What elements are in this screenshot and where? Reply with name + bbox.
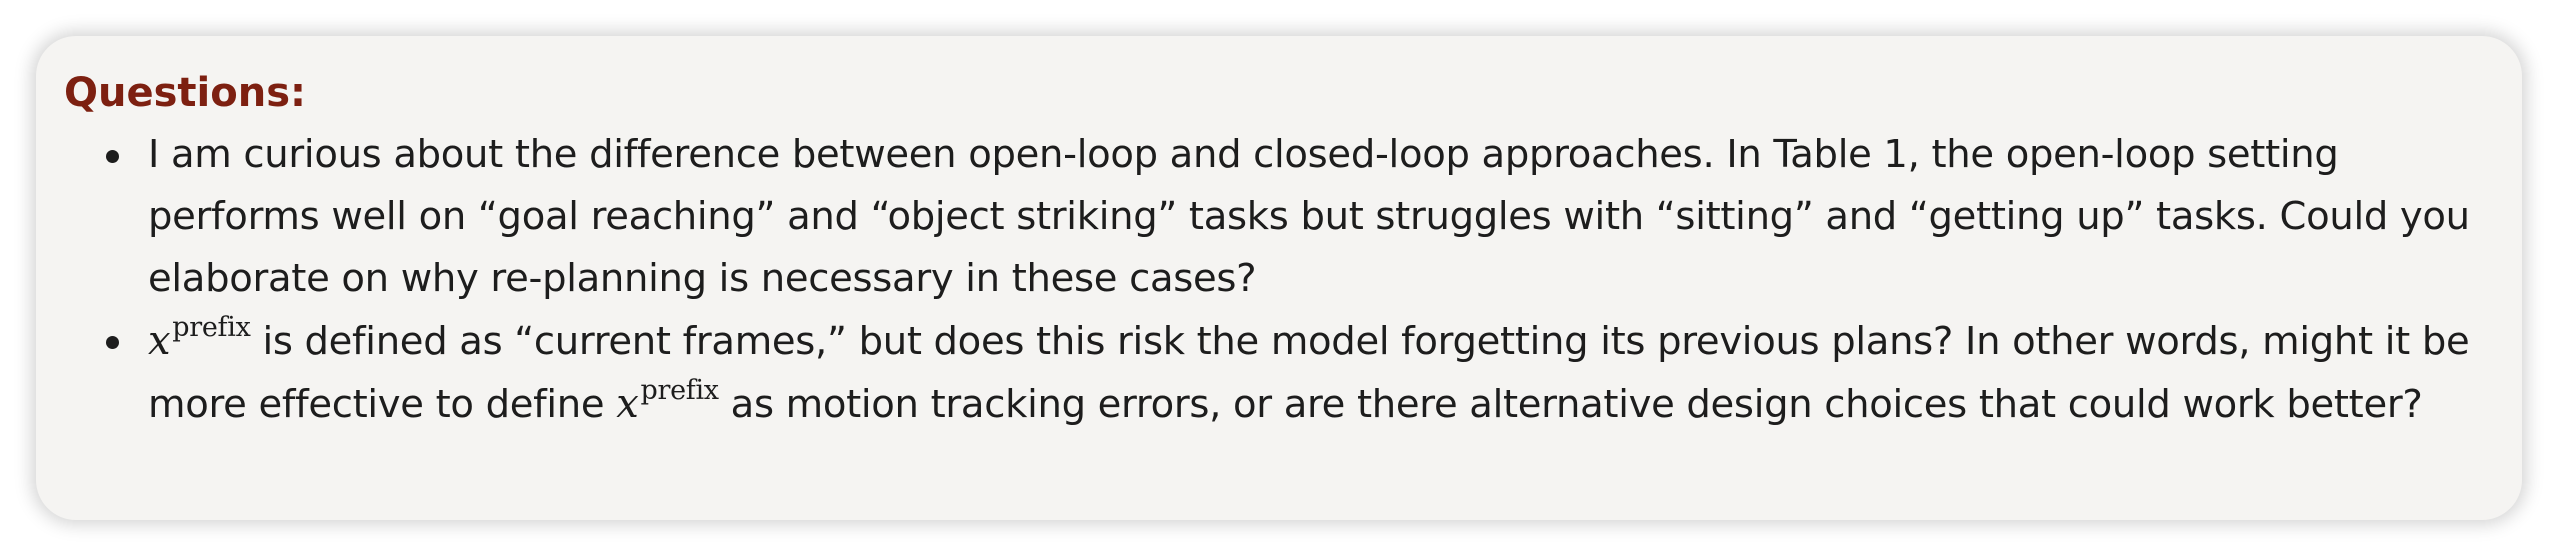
x-prefix-symbol [148,312,251,364]
math-variable: x [616,381,639,427]
questions-list [64,124,2498,436]
question-2-text-part-a: is defined as “current frames,” but does this risk the model forgetting its previous plans? In other words, might it be more effective to define [148,319,2470,427]
review-questions-card [36,36,2522,520]
question-item-2 [64,310,2498,436]
bullet-icon [106,150,119,163]
x-prefix-symbol [616,375,719,427]
question-1-text: I am curious about the difference between open-loop and closed-loop approaches. In Table 1, the open-loop setting performs well on “goal reaching” and “object striking” tasks but struggles with “sitting” and “getting up” tasks. Could you elaborate on why re-planning is necessary in these cases? [148,132,2470,301]
question-item-1 [64,124,2498,310]
math-variable: x [148,318,171,364]
bullet-icon [106,336,119,349]
math-superscript: prefix [640,375,719,406]
questions-heading: Questions: [64,70,307,116]
math-superscript: prefix [172,312,251,343]
question-2-text-part-b: as motion tracking errors, or are there alternative design choices that could work better? [718,382,2423,427]
